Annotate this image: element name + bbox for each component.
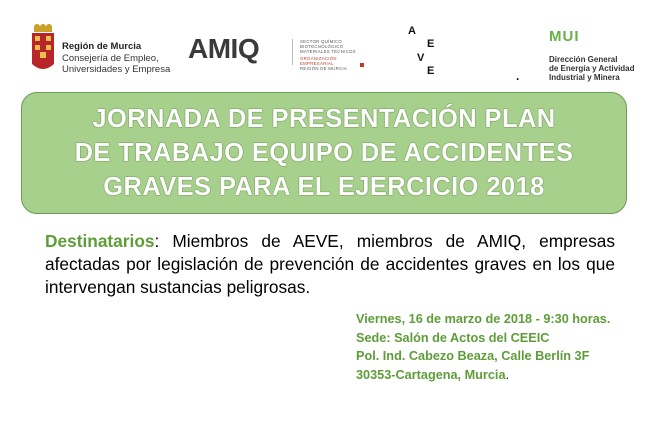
title-line1: JORNADA DE PRESENTACIÓN PLAN [92, 105, 556, 133]
amiq-tagline-2: BIOTECNOLÓGICO [300, 44, 344, 50]
amiq-separator [292, 39, 293, 65]
event-venue: Sede: Salón de Actos del CEEIC [356, 330, 550, 345]
aeve-letter-v: V [417, 52, 425, 64]
event-details [356, 310, 656, 384]
amiq-red-mark-icon [360, 63, 364, 67]
region-murcia-text [62, 41, 170, 76]
mui-line2: de Energía y Actividad [549, 64, 635, 74]
event-city-period: . [505, 367, 510, 382]
aeve-dot: . [516, 69, 520, 83]
event-city: 30353-Cartagena, Murcia [356, 367, 506, 382]
amiq-wordmark: AMIQ [188, 33, 260, 64]
recipients-text: : Miembros de AEVE, miembros de AMIQ, empresas afectadas por legislación de prevención de accidentes graves en los que intervengan sustancias peligrosas. [45, 231, 615, 297]
region-murcia-logo [30, 24, 190, 82]
mui-line3: Industrial y Minera [549, 73, 620, 83]
aeve-logo [400, 25, 528, 83]
mui-logo [549, 28, 659, 83]
amiq-tagline [300, 39, 363, 71]
title-banner [21, 92, 627, 214]
coat-of-arms-icon [30, 24, 56, 76]
recipients-paragraph [45, 230, 615, 299]
recipients-label: Destinatarios [45, 231, 155, 251]
region-name: Región de Murcia [62, 41, 142, 52]
consejeria-line2: Universidades y Empresa [62, 64, 171, 75]
mui-department-text [549, 55, 635, 83]
event-city-line [356, 366, 656, 385]
amiq-tagline-4: ORGANIZACIÓN EMPRESARIAL [300, 55, 337, 66]
page-title [75, 102, 574, 204]
aeve-letter-a: A [408, 25, 416, 37]
amiq-tagline-3: MATERIALES TÉCNICOS [300, 49, 356, 55]
event-address: Pol. Ind. Cabezo Beaza, Calle Berlín 3F [356, 349, 590, 363]
amiq-tagline-5: REGIÓN DE MURCIA [300, 66, 348, 72]
title-line3: GRAVES PARA EL EJERCICIO 2018 [103, 173, 545, 201]
aeve-letter-e1: E [427, 38, 435, 50]
event-date: Viernes, 16 de marzo de 2018 - 9:30 horas. [356, 312, 611, 326]
consejeria-line1: Consejería de Empleo, [62, 52, 159, 64]
aeve-letter-e2: E [427, 65, 435, 77]
mui-line1: Dirección General [549, 55, 618, 64]
mui-wordmark: MUI [549, 28, 580, 45]
amiq-tagline-1: SECTOR QUÍMICO [300, 39, 343, 44]
title-line2: DE TRABAJO EQUIPO DE ACCIDENTES [74, 139, 574, 167]
amiq-logo [188, 33, 363, 73]
